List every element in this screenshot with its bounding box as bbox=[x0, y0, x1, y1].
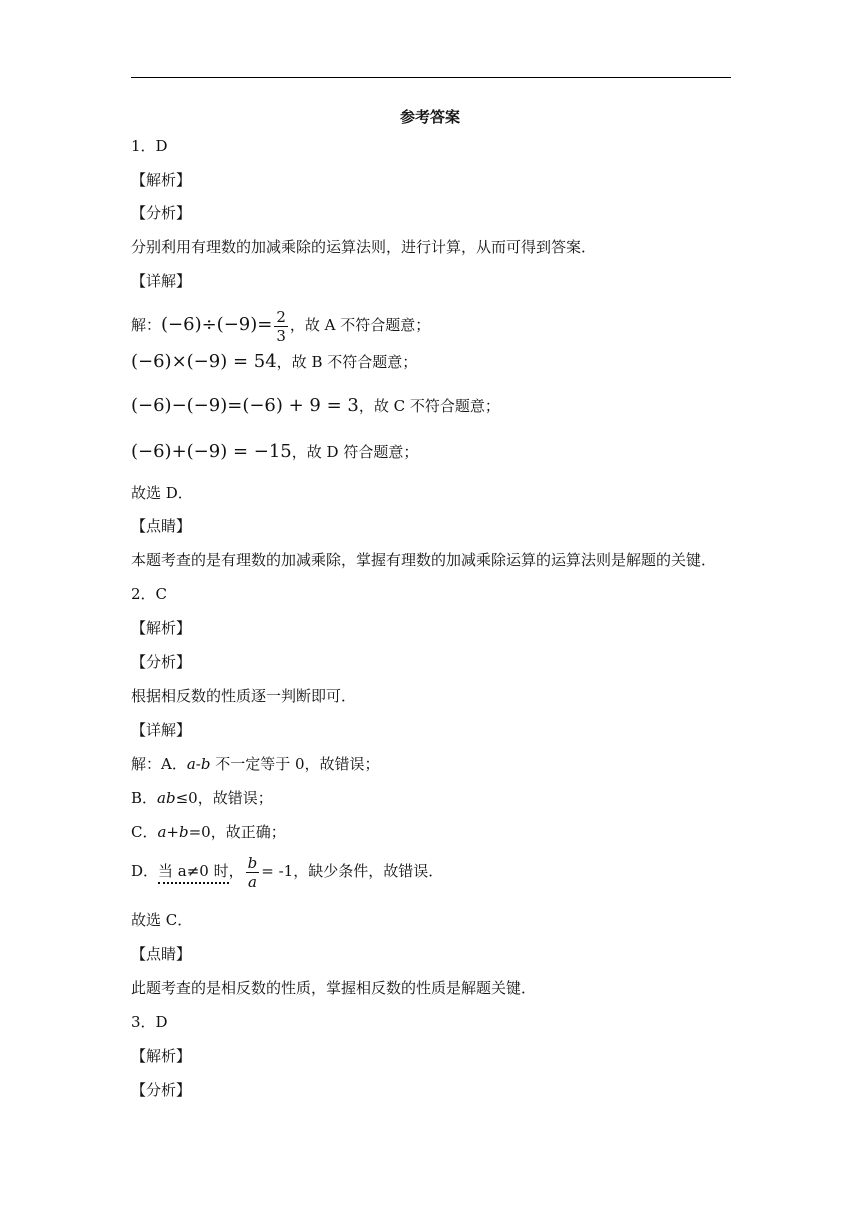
q1-equation-2 bbox=[131, 352, 417, 372]
q2-tag-xiangjie: 【详解】 bbox=[131, 721, 192, 739]
q1-eq1-fraction bbox=[274, 308, 288, 345]
q2-d-text: = -1，缺少条件，故错误． bbox=[261, 862, 444, 880]
q2-d-condition: 当 a≠0 时 bbox=[158, 862, 229, 884]
q1-eq4-comment: ，故 D 符合题意； bbox=[291, 443, 419, 461]
header-rule bbox=[131, 77, 731, 78]
q2-d-prefix: D． bbox=[131, 862, 159, 880]
q3-tag-jiexi: 【解析】 bbox=[131, 1047, 192, 1065]
q2-b-text: ≤0，故错误； bbox=[175, 789, 273, 807]
q1-eq4-expr: (−6)+(−9) = −15 bbox=[131, 441, 292, 462]
q2-conclusion: 故选 C． bbox=[131, 911, 193, 929]
q1-fenxi-text: 分别利用有理数的加减乘除的运算法则，进行计算，从而可得到答案． bbox=[131, 238, 597, 256]
q2-b-prefix: B． bbox=[131, 789, 158, 807]
q2-tag-dianjing: 【点睛】 bbox=[131, 945, 192, 963]
q1-eq1-comment: ，故 A 不符合题意； bbox=[289, 316, 431, 334]
q1-eq2-expr: (−6)×(−9) = 54 bbox=[131, 351, 277, 372]
q2-option-b bbox=[131, 788, 273, 808]
q2-option-a bbox=[131, 754, 380, 774]
q2-a-text: 不一定等于 0，故错误； bbox=[215, 755, 380, 773]
q2-c-expr: a+b bbox=[157, 823, 189, 841]
q1-answer: 1．D bbox=[131, 137, 168, 155]
q1-dianjing-text: 本题考查的是有理数的加减乘除，掌握有理数的加减乘除运算的运算法则是解题的关键． bbox=[131, 551, 717, 569]
q3-answer: 3．D bbox=[131, 1013, 168, 1031]
q2-a-prefix: 解：A． bbox=[131, 755, 187, 773]
q2-tag-jiexi: 【解析】 bbox=[131, 619, 192, 637]
q1-tag-fenxi: 【分析】 bbox=[131, 204, 192, 222]
q2-d-separator: ， bbox=[228, 862, 244, 880]
page-title: 参考答案 bbox=[399, 108, 460, 126]
q2-answer: 2．C bbox=[131, 585, 168, 603]
q1-equation-3 bbox=[131, 396, 500, 416]
q2-option-c bbox=[131, 822, 286, 842]
q1-eq2-comment: ，故 B 不符合题意； bbox=[276, 353, 418, 371]
q1-tag-xiangjie: 【详解】 bbox=[131, 272, 192, 290]
q2-a-expr: a-b bbox=[186, 755, 211, 773]
q1-eq1-denominator: 3 bbox=[276, 326, 286, 345]
q3-tag-fenxi: 【分析】 bbox=[131, 1081, 192, 1099]
q2-b-expr: ab bbox=[157, 789, 176, 807]
q1-equation-1 bbox=[131, 306, 430, 345]
q2-c-text: =0，故正确； bbox=[188, 823, 286, 841]
q1-tag-dianjing: 【点睛】 bbox=[131, 517, 192, 535]
q1-eq1-expr: (−6)÷(−9)= bbox=[161, 314, 273, 335]
q2-option-d bbox=[131, 852, 443, 891]
q1-equation-4 bbox=[131, 442, 418, 462]
q2-fenxi-text: 根据相反数的性质逐一判断即可． bbox=[131, 687, 357, 705]
q1-eq1-prefix: 解： bbox=[131, 316, 162, 334]
q2-d-denominator: a bbox=[247, 872, 257, 891]
q1-eq1-numerator: 2 bbox=[276, 307, 286, 326]
q1-eq3-expr: (−6)−(−9)=(−6) + 9 = 3 bbox=[131, 395, 359, 416]
q2-c-prefix: C． bbox=[131, 823, 158, 841]
q1-conclusion: 故选 D． bbox=[131, 484, 193, 502]
q1-tag-jiexi: 【解析】 bbox=[131, 171, 192, 189]
q2-tag-fenxi: 【分析】 bbox=[131, 653, 192, 671]
q2-dianjing-text: 此题考查的是相反数的性质，掌握相反数的性质是解题关键． bbox=[131, 979, 537, 997]
q2-d-numerator: b bbox=[247, 853, 258, 872]
q2-d-fraction bbox=[246, 854, 260, 891]
q1-eq3-comment: ，故 C 不符合题意； bbox=[358, 397, 500, 415]
